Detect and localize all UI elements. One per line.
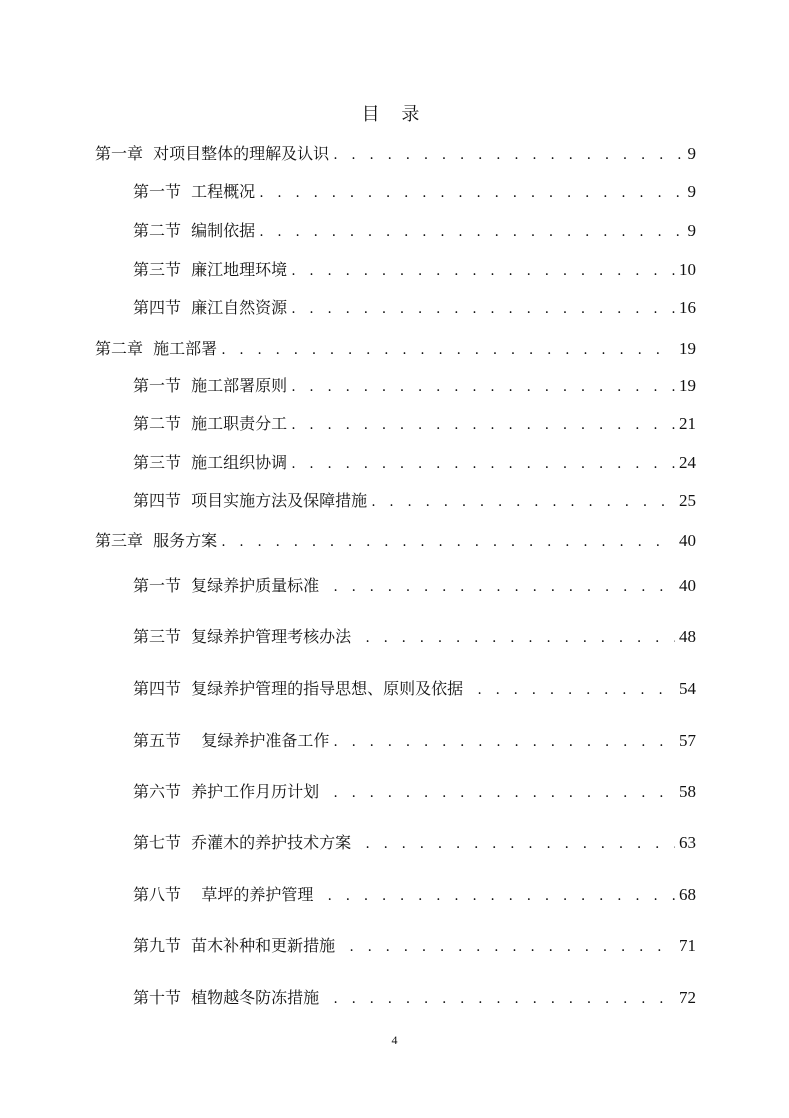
toc-entry-page: 16: [679, 298, 696, 317]
toc-section-entry[interactable]: [133, 490, 696, 513]
toc-entry-page: 57: [679, 731, 696, 750]
toc-section-entry[interactable]: [133, 297, 696, 320]
toc-entry-title: 第一节 复绿养护质量标准: [133, 576, 330, 595]
toc-entry-page: 58: [679, 782, 696, 801]
toc-entry-page: 25: [679, 491, 696, 510]
toc-entry-page: 40: [679, 531, 696, 550]
toc-dot-leader: [333, 144, 683, 166]
toc-entry-page: 40: [679, 576, 696, 595]
toc-dot-leader: [333, 576, 675, 598]
toc-dot-leader: [328, 885, 675, 907]
toc-section-entry[interactable]: [133, 220, 696, 243]
toc-section-entry[interactable]: [133, 678, 696, 701]
toc-dot-leader: [291, 414, 675, 436]
toc-entry-title: 第四节 复绿养护管理的指导思想、原则及依据: [133, 679, 474, 698]
toc-dot-leader: [371, 491, 675, 513]
toc-dot-leader: [259, 182, 683, 204]
toc-chapter-entry[interactable]: [95, 338, 696, 361]
toc-section-entry[interactable]: [133, 730, 696, 753]
toc-dot-leader: [333, 988, 675, 1010]
toc-entry-title: 第五节 复绿养护准备工作: [133, 731, 330, 750]
toc-entry-page: 19: [679, 339, 696, 358]
toc-entry-title: 第一节 工程概况: [133, 182, 256, 201]
toc-section-entry[interactable]: [133, 935, 696, 958]
toc-dot-leader: [349, 936, 675, 958]
toc-entry-title: 第八节 草坪的养护管理: [133, 885, 324, 904]
toc-entry-title: 第一章 对项目整体的理解及认识: [95, 144, 330, 163]
toc-entry-page: 19: [679, 376, 696, 395]
toc-entry-title: 第三节 复绿养护管理考核办法: [133, 627, 362, 646]
toc-dot-leader: [221, 339, 675, 361]
toc-entry-title: 第十节 植物越冬防冻措施: [133, 988, 330, 1007]
toc-section-entry[interactable]: [133, 413, 696, 436]
toc-chapter-entry[interactable]: [95, 143, 696, 166]
toc-section-entry[interactable]: [133, 575, 696, 598]
toc-chapter-entry[interactable]: [95, 530, 696, 553]
toc-entry-page: 9: [687, 221, 696, 240]
page-number: 4: [391, 1033, 398, 1047]
toc-entry-page: 72: [679, 988, 696, 1007]
toc-section-entry[interactable]: [133, 987, 696, 1010]
toc-section-entry[interactable]: [133, 452, 696, 475]
toc-entry-page: 9: [687, 144, 696, 163]
toc-dot-leader: [291, 376, 675, 398]
toc-entry-page: 63: [679, 833, 696, 852]
toc-entry-title: 第三章 服务方案: [95, 531, 218, 550]
toc-entry-title: 第二节 编制依据: [133, 221, 256, 240]
toc-entry-page: 10: [679, 260, 696, 279]
toc-section-entry[interactable]: [133, 781, 696, 804]
toc-entry-title: 第九节 苗木补种和更新措施: [133, 936, 346, 955]
toc-entry-title: 第七节 乔灌木的养护技术方案: [133, 833, 362, 852]
toc-dot-leader: [365, 627, 675, 649]
toc-dot-leader: [291, 298, 675, 320]
toc-dot-leader: [221, 531, 675, 553]
toc-entry-title: 第一节 施工部署原则: [133, 376, 288, 395]
toc-entry-page: 9: [687, 182, 696, 201]
toc-section-entry[interactable]: [133, 832, 696, 855]
toc-entry-page: 54: [679, 679, 696, 698]
toc-entry-page: 71: [679, 936, 696, 955]
toc-entry-title: 第四节 项目实施方法及保障措施: [133, 491, 368, 510]
toc-entry-title: 第三节 廉江地理环境: [133, 260, 288, 279]
toc-section-entry[interactable]: [133, 375, 696, 398]
toc-section-entry[interactable]: [133, 884, 696, 907]
toc-dot-leader: [259, 221, 683, 243]
toc-entry-title: 第四节 廉江自然资源: [133, 298, 288, 317]
toc-dot-leader: [333, 782, 675, 804]
toc-entry-page: 48: [679, 627, 696, 646]
toc-dot-leader: [477, 679, 675, 701]
toc-section-entry[interactable]: [133, 259, 696, 282]
toc-entry-page: 21: [679, 414, 696, 433]
toc-title: 目 录: [361, 104, 428, 125]
toc-dot-leader: [333, 731, 675, 753]
toc-section-entry[interactable]: [133, 626, 696, 649]
toc-entry-title: 第二章 施工部署: [95, 339, 218, 358]
toc-entry-title: 第二节 施工职责分工: [133, 414, 288, 433]
toc-entry-title: 第三节 施工组织协调: [133, 453, 288, 472]
toc-entry-page: 68: [679, 885, 696, 904]
toc-dot-leader: [291, 453, 675, 475]
toc-dot-leader: [291, 260, 675, 282]
toc-dot-leader: [365, 833, 675, 855]
toc-section-entry[interactable]: [133, 181, 696, 204]
toc-entry-page: 24: [679, 453, 696, 472]
toc-entry-title: 第六节 养护工作月历计划: [133, 782, 330, 801]
